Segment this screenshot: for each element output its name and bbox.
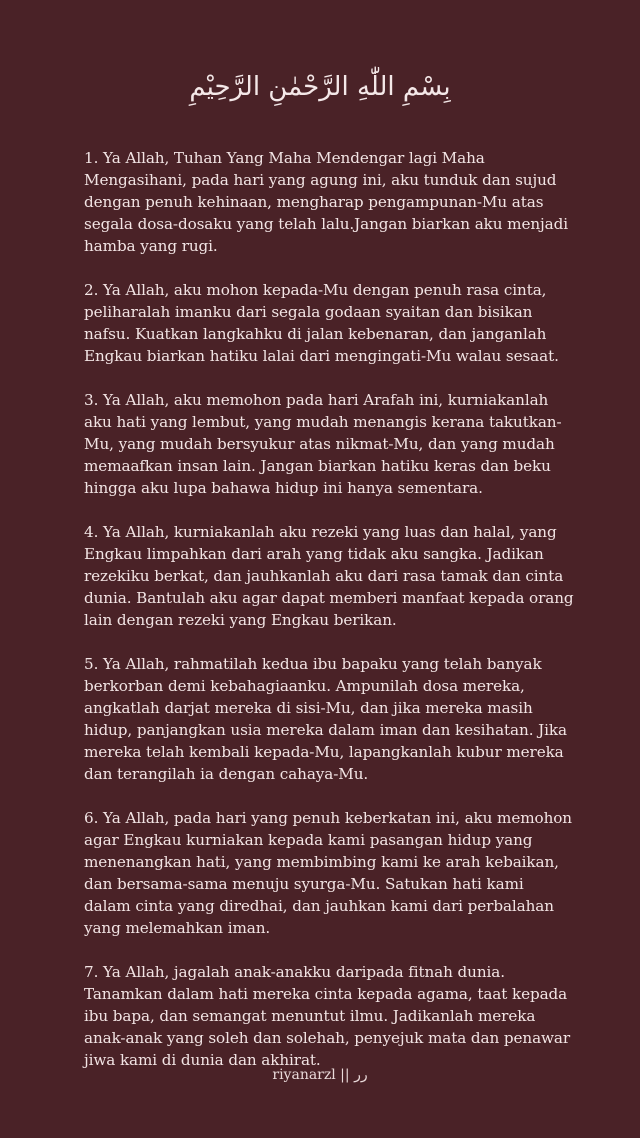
paragraph-line: 2. Ya Allah, aku mohon kepada-Mu dengan penuh rasa cinta,	[84, 281, 547, 299]
prayer-paragraph	[84, 961, 574, 1071]
paragraph-line: mereka telah kembali kepada-Mu, lapangkanlah kubur mereka	[84, 743, 564, 761]
prayer-paragraph	[84, 147, 574, 257]
paragraph-line: peliharalah imanku dari segala godaan syaitan dan bisikan	[84, 303, 533, 321]
prayer-paragraph	[84, 807, 574, 939]
paragraph-line: anak-anak yang soleh dan solehah, penyejuk mata dan penawar	[84, 1029, 571, 1047]
paragraph-line: jiwa kami di dunia dan akhirat.	[84, 1051, 321, 1069]
paragraph-line: yang melemahkan iman.	[84, 919, 271, 937]
paragraph-line: Tanamkan dalam hati mereka cinta kepada agama, taat kepada	[84, 985, 568, 1003]
prayer-paragraph	[84, 389, 574, 499]
paragraph-line: Engkau biarkan hatiku lalai dari mengingati-Mu walau sesaat.	[84, 347, 559, 365]
paragraph-line: dan terangilah ia dengan cahaya-Mu.	[84, 765, 369, 783]
paragraph-line: hingga aku lupa bahawa hidup ini hanya sementara.	[84, 479, 483, 497]
paragraph-line: aku hati yang lembut, yang mudah menangis kerana takutkan-	[84, 413, 562, 431]
paragraph-line: segala dosa-dosaku yang telah lalu.Jangan biarkan aku menjadi	[84, 215, 568, 233]
paragraph-line: Mengasihani, pada hari yang agung ini, aku tunduk dan sujud	[84, 171, 557, 189]
paragraph-line: agar Engkau kurniakan kepada kami pasangan hidup yang	[84, 831, 533, 849]
paragraph-line: dunia. Bantulah aku agar dapat memberi manfaat kepada orang	[84, 589, 574, 607]
paragraph-line: hidup, panjangkan usia mereka dalam iman dan kesihatan. Jika	[84, 721, 567, 739]
paragraph-line: Mu, yang mudah bersyukur atas nikmat-Mu, dan yang mudah	[84, 435, 555, 453]
paragraph-line: dan bersama-sama menuju syurga-Mu. Satukan hati kami	[84, 875, 524, 893]
paragraph-line: rezekiku berkat, dan jauhkanlah aku dari rasa tamak dan cinta	[84, 567, 564, 585]
paragraph-line: berkorban demi kebahagiaanku. Ampunilah dosa mereka,	[84, 677, 525, 695]
bismillah-heading: بِسْمِ اللّٰهِ الرَّحْمٰنِ الرَّحِيْمِ	[189, 72, 451, 102]
paragraph-line: lain dengan rezeki yang Engkau berikan.	[84, 611, 397, 629]
paragraph-line: 1. Ya Allah, Tuhan Yang Maha Mendengar lagi Maha	[84, 149, 485, 167]
prayer-paragraph	[84, 653, 574, 785]
prayer-paragraph	[84, 279, 574, 367]
paragraph-line: 7. Ya Allah, jagalah anak-anakku daripada fitnah dunia.	[84, 963, 505, 981]
paragraph-line: nafsu. Kuatkan langkahku di jalan kebenaran, dan janganlah	[84, 325, 547, 343]
paragraph-line: 3. Ya Allah, aku memohon pada hari Arafah ini, kurniakanlah	[84, 391, 549, 409]
paragraph-line: 5. Ya Allah, rahmatilah kedua ibu bapaku yang telah banyak	[84, 655, 542, 673]
paragraph-line: hamba yang rugi.	[84, 237, 218, 255]
paragraph-line: dengan penuh kehinaan, mengharap pengampunan-Mu atas	[84, 193, 544, 211]
prayer-paragraph	[84, 521, 574, 631]
paragraph-line: 4. Ya Allah, kurniakanlah aku rezeki yang luas dan halal, yang	[84, 523, 557, 541]
paragraph-line: dalam cinta yang diredhai, dan jauhkan kami dari perbalahan	[84, 897, 554, 915]
author-signature: riyanarzl || رر	[272, 1067, 368, 1083]
paragraph-line: 6. Ya Allah, pada hari yang penuh keberkatan ini, aku memohon	[84, 809, 572, 827]
paragraph-line: menenangkan hati, yang membimbing kami ke arah kebaikan,	[84, 853, 559, 871]
paragraph-line: angkatlah darjat mereka di sisi-Mu, dan jika mereka masih	[84, 699, 533, 717]
paragraph-line: ibu bapa, dan semangat menuntut ilmu. Jadikanlah mereka	[84, 1007, 536, 1025]
paragraph-line: memaafkan insan lain. Jangan biarkan hatiku keras dan beku	[84, 457, 551, 475]
prayer-list	[84, 147, 574, 1093]
paragraph-line: Engkau limpahkan dari arah yang tidak aku sangka. Jadikan	[84, 545, 544, 563]
